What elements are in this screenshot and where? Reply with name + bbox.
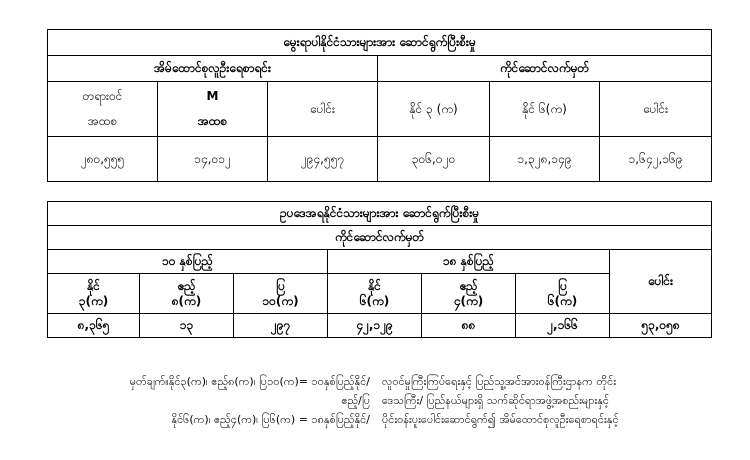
note-line: မှတ်ချက်။နိုင်၃(က)၊ ဧည့်၈(က)၊ ပြ၁၀(က)= ၁၀နှစ်ပြည့်နိုင်/	[129, 375, 370, 388]
table1-value-cell: ၁,၃၂၈,၁၄၉	[490, 137, 600, 182]
table2-header-cell: ပြ ၆(က)	[516, 274, 610, 314]
table2-value-cell: ၂၉၇	[234, 314, 328, 338]
table2-value-cell: ၈,၃၆၅	[48, 314, 140, 338]
table1-group-household: အိမ်ထောင်စုလူဦးရေစာရင်း	[48, 56, 378, 82]
table1-header-cell: ပေါင်း	[268, 82, 378, 137]
table2-value-cell: ၂,၁၆၆	[516, 314, 610, 338]
table2-header-cell: နိုင် ၆(က)	[328, 274, 422, 314]
table2-group-18yr: ၁၈ နှစ်ပြည့်	[328, 250, 610, 274]
table1-group-card: ကိုင်ဆောင်လက်မှတ်	[378, 56, 712, 82]
born-citizens-table	[47, 29, 712, 182]
note-right-column	[382, 372, 712, 429]
table2-header-cell: နိုင် ၃(က)	[48, 274, 140, 314]
table1-header-cell: နိုင် ၆(က)	[490, 82, 600, 137]
law-citizens-table	[47, 201, 712, 338]
table2-header-cell: ဧည့် ၈(က)	[140, 274, 234, 314]
table1-value-cell: ၂၉၄,၅၅၇	[268, 137, 378, 182]
table2-header-cell: ဧည့် ၄(က)	[422, 274, 516, 314]
table2-group-10yr: ၁၀ နှစ်ပြည့်	[48, 250, 328, 274]
table1-title: မွေးရာပါနိုင်ငံသားများအား ဆောင်ရွက်ပြီးစီးမှု	[48, 30, 712, 56]
table1-value-cell: ၁,၆၄၂,၁၆၉	[600, 137, 712, 182]
note-line: လူဝင်မှုကြီးကြပ်ရေးနှင့် ပြည်သူ့အင်အားဝန်ကြီးဌာနက တိုင်း	[382, 375, 616, 388]
table2-value-cell: ၅၃,၀၅၈	[610, 314, 712, 338]
table2-value-cell: ၁၃	[140, 314, 234, 338]
table1-header-cell: ပေါင်း	[600, 82, 712, 137]
note-left-column	[52, 372, 370, 429]
table2-value-cell: ၈၈	[422, 314, 516, 338]
table1-value-cell: ၂၈၀,၅၅၅	[48, 137, 158, 182]
table1-header-cell: M အထစ	[158, 82, 268, 137]
table1-header-cell: နိုင် ၃ (က)	[378, 82, 490, 137]
note-line: နိုင်၆(က)၊ ဧည့်၄(က)၊ ပြ၆(က) = ၁၈နှစ်ပြည့်နိုင်/	[171, 413, 370, 426]
note-line: ဒေသကြီး/ ပြည်နယ်များရှိ သက်ဆိုင်ရာအဖွဲ့အစည်းများနှင့်	[382, 394, 609, 407]
note-line: ဧည့်/ပြ	[341, 394, 370, 407]
table1-value-cell: ၁၄,၀၁၂	[158, 137, 268, 182]
table2-total-header: ပေါင်း	[610, 250, 712, 314]
table1-header-cell: တရားဝင် အထစ	[48, 82, 158, 137]
table1-value-cell: ၃၀၆,၀၂၀	[378, 137, 490, 182]
table2-title: ဥပဒေအရနိုင်ငံသားများအား ဆောင်ရွက်ပြီးစီးမှု	[48, 202, 712, 226]
table2-header-cell: ပြ ၁၀(က)	[234, 274, 328, 314]
table2-subtitle: ကိုင်ဆောင်လက်မှတ်	[48, 226, 712, 250]
table2-value-cell: ၄၂,၁၂၉	[328, 314, 422, 338]
note-line: ပိုင်းဝန်းပူးပေါင်းဆောင်ရွက်၍ အိမ်ထောင်စုလူဦးရေစာရင်းနှင့်	[382, 413, 619, 426]
